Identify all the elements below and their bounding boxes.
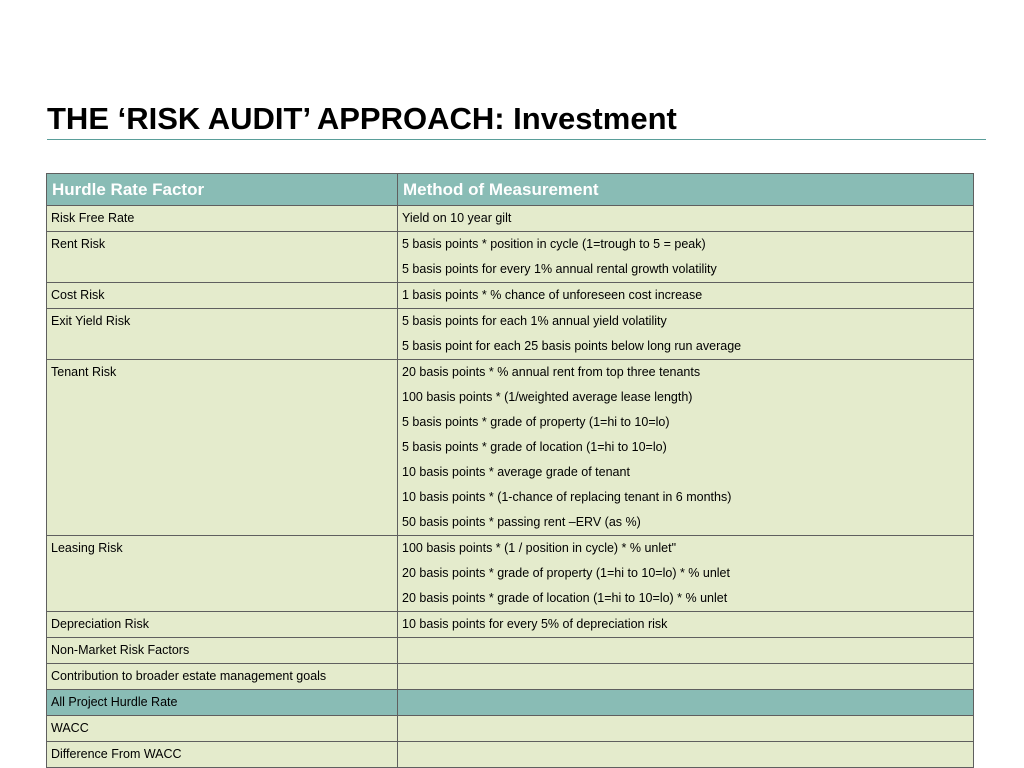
method-line: 10 basis points * average grade of tenant — [402, 465, 630, 479]
method-line: 100 basis points * (1/weighted average lease length) — [402, 390, 693, 404]
factor-label: Tenant Risk — [51, 365, 117, 379]
hurdle-rate-factor-cell — [47, 283, 398, 309]
hurdle-rate-factor-cell — [47, 742, 398, 768]
method-of-measurement-cell — [398, 536, 974, 612]
method-line: 5 basis points * grade of location (1=hi to 10=lo) — [402, 440, 667, 454]
factor-label: Risk Free Rate — [51, 211, 135, 225]
header-hurdle-rate-factor: Hurdle Rate Factor — [47, 174, 398, 206]
method-line: 50 basis points * passing rent –ERV (as %) — [402, 515, 641, 529]
method-of-measurement-cell — [398, 716, 974, 742]
method-line: 5 basis points for each 1% annual yield volatility — [402, 314, 667, 328]
page-title: THE ‘RISK AUDIT’ APPROACH: Investment — [47, 101, 677, 136]
factor-label: Cost Risk — [51, 288, 105, 302]
hurdle-rate-factor-cell — [47, 716, 398, 742]
factor-label: All Project Hurdle Rate — [51, 695, 178, 709]
method-line: 20 basis points * grade of property (1=hi to 10=lo) * % unlet — [402, 566, 730, 580]
method-line: 20 basis points * % annual rent from top three tenants — [402, 365, 701, 379]
hurdle-rate-factor-cell — [47, 206, 398, 232]
method-line: 5 basis points for every 1% annual rental growth volatility — [402, 262, 717, 276]
table-row — [47, 612, 974, 638]
header-method-of-measurement: Method of Measurement — [398, 174, 974, 206]
method-line — [402, 742, 969, 767]
hurdle-rate-factor-cell — [47, 536, 398, 612]
method-of-measurement-cell — [398, 612, 974, 638]
factor-label: WACC — [51, 721, 89, 735]
table-row — [47, 690, 974, 716]
method-of-measurement-cell — [398, 360, 974, 536]
method-line: 5 basis points * position in cycle (1=trough to 5 = peak) — [402, 237, 706, 251]
factor-label: Difference From WACC — [51, 747, 182, 761]
method-line — [402, 690, 969, 715]
hurdle-rate-factor-cell — [47, 612, 398, 638]
method-line — [402, 638, 969, 663]
table-header-row — [47, 174, 974, 206]
method-line: Yield on 10 year gilt — [402, 211, 512, 225]
method-of-measurement-cell — [398, 309, 974, 360]
hurdle-rate-factor-cell — [47, 638, 398, 664]
method-line: 20 basis points * grade of location (1=hi to 10=lo) * % unlet — [402, 591, 728, 605]
table-row — [47, 716, 974, 742]
table-row — [47, 536, 974, 612]
factor-label: Depreciation Risk — [51, 617, 149, 631]
factor-label: Rent Risk — [51, 237, 106, 251]
table-body — [47, 206, 974, 768]
hurdle-rate-factor-cell — [47, 690, 398, 716]
factor-label: Non-Market Risk Factors — [51, 643, 190, 657]
method-line: 5 basis point for each 25 basis points below long run average — [402, 339, 742, 353]
title-divider — [47, 139, 986, 140]
method-of-measurement-cell — [398, 638, 974, 664]
factor-label: Contribution to broader estate management goals — [51, 669, 327, 683]
table-row — [47, 206, 974, 232]
method-of-measurement-cell — [398, 206, 974, 232]
method-line: 5 basis points * grade of property (1=hi to 10=lo) — [402, 415, 670, 429]
method-of-measurement-cell — [398, 664, 974, 690]
method-of-measurement-cell — [398, 283, 974, 309]
hurdle-rate-factor-cell — [47, 360, 398, 536]
factor-label: Exit Yield Risk — [51, 314, 131, 328]
table-row — [47, 283, 974, 309]
table-row — [47, 232, 974, 283]
table-row — [47, 664, 974, 690]
method-line: 10 basis points * (1-chance of replacing tenant in 6 months) — [402, 490, 732, 504]
method-line: 10 basis points for every 5% of depreciation risk — [402, 617, 668, 631]
table-row — [47, 742, 974, 768]
factor-label: Leasing Risk — [51, 541, 123, 555]
method-line: 1 basis points * % chance of unforeseen cost increase — [402, 288, 703, 302]
table-row — [47, 360, 974, 536]
method-line — [402, 716, 969, 741]
method-line — [402, 664, 969, 689]
table-row — [47, 309, 974, 360]
method-of-measurement-cell — [398, 742, 974, 768]
table-row — [47, 638, 974, 664]
hurdle-rate-factor-cell — [47, 232, 398, 283]
hurdle-rate-factor-cell — [47, 664, 398, 690]
method-of-measurement-cell — [398, 690, 974, 716]
risk-audit-table — [46, 173, 974, 768]
method-line: 100 basis points * (1 / position in cycle) * % unlet" — [402, 541, 677, 555]
hurdle-rate-factor-cell — [47, 309, 398, 360]
method-of-measurement-cell — [398, 232, 974, 283]
